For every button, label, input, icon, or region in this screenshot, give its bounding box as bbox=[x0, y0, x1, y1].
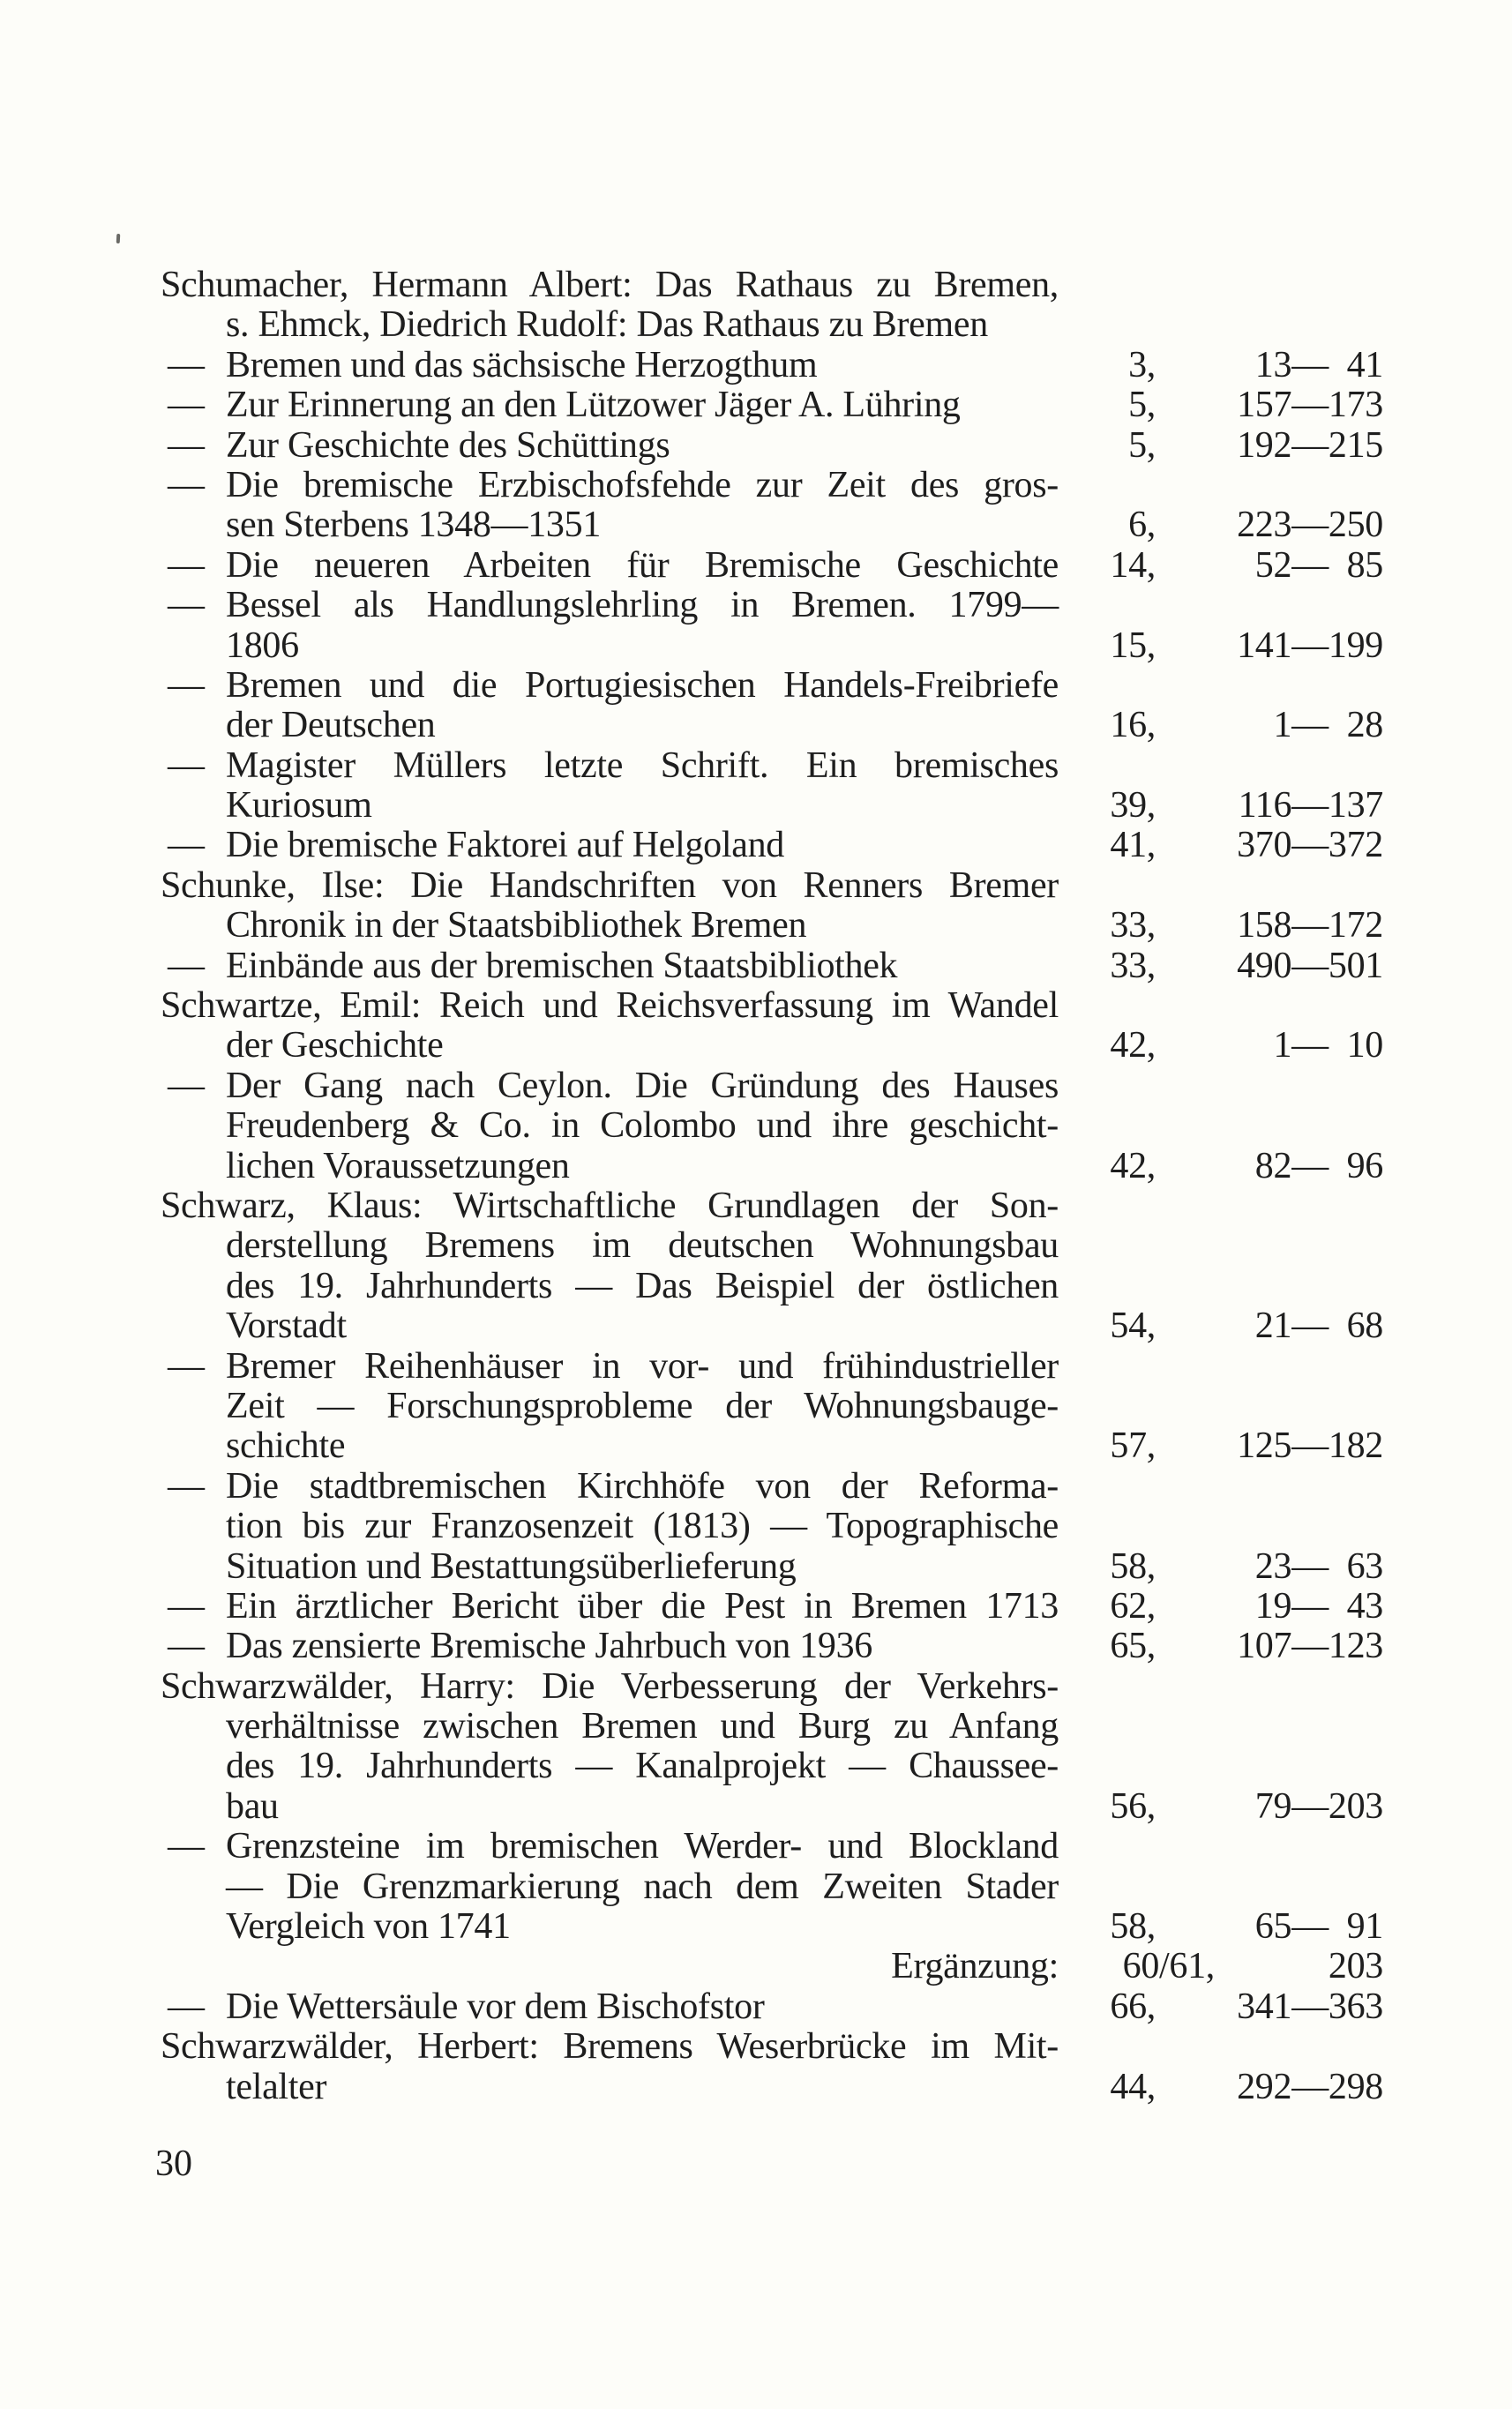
entry-text: des 19. Jahrhunderts — Das Beispiel der östlichen bbox=[226, 1265, 1059, 1306]
entry-text: Zur Erinnerung an den Lützower Jäger A. Lühring bbox=[226, 385, 961, 426]
volume-number: 33, bbox=[1110, 945, 1156, 986]
page-range: 141—199 bbox=[1237, 625, 1383, 666]
index-row bbox=[0, 266, 1512, 305]
volume-number: 14, bbox=[1110, 544, 1156, 586]
volume-number: 60/61, bbox=[1122, 1946, 1215, 1987]
volume-number: 33, bbox=[1110, 905, 1156, 946]
page-range: 79—203 bbox=[1254, 1785, 1383, 1827]
index-row bbox=[0, 586, 1512, 625]
entry-text: Die Wettersäule vor dem Bischofstor bbox=[226, 1986, 765, 2027]
entry-text: Schwarzwälder, Herbert: Bremens Weserbrücke im Mit- bbox=[161, 2026, 1059, 2068]
entry-dash-marker: — bbox=[168, 744, 205, 786]
entry-text: Ein ärztlicher Bericht über die Pest in Bremen 1713 bbox=[226, 1585, 1059, 1627]
entry-dash-marker: — bbox=[168, 1626, 205, 1667]
index-row bbox=[0, 666, 1512, 706]
page-range: 125—182 bbox=[1237, 1425, 1383, 1467]
entry-dash-marker: — bbox=[168, 1465, 205, 1507]
entry-text: Schwartze, Emil: Reich und Reichsverfassung im Wandel bbox=[161, 985, 1059, 1027]
index-row bbox=[0, 1947, 1512, 1986]
index-row bbox=[0, 1667, 1512, 1707]
index-row bbox=[0, 1347, 1512, 1387]
entry-text: Schunke, Ilse: Die Handschriften von Renners Bremer bbox=[161, 864, 1059, 906]
index-row bbox=[0, 466, 1512, 505]
volume-number: 16, bbox=[1110, 705, 1156, 746]
entry-dash-marker: — bbox=[168, 825, 205, 866]
entry-text: — Die Grenzmarkierung nach dem Zweiten Stader bbox=[226, 1866, 1059, 1907]
index-row bbox=[0, 1106, 1512, 1146]
entry-text: bau bbox=[226, 1785, 279, 1827]
entry-dash-marker: — bbox=[168, 544, 205, 586]
entry-text: Ergänzung: bbox=[891, 1946, 1059, 1987]
volume-number: 58, bbox=[1110, 1545, 1156, 1587]
page-range: 158—172 bbox=[1237, 905, 1383, 946]
volume-number: 39, bbox=[1110, 785, 1156, 827]
volume-number: 41, bbox=[1110, 825, 1156, 866]
page-range: 1— 28 bbox=[1273, 705, 1383, 746]
volume-number: 56, bbox=[1110, 1785, 1156, 1827]
page-number: 30 bbox=[155, 2143, 192, 2184]
volume-number: 6, bbox=[1128, 505, 1156, 546]
index-row bbox=[0, 1707, 1512, 1747]
entry-text: Die neueren Arbeiten für Bremische Geschichte bbox=[226, 544, 1059, 586]
volume-number: 3, bbox=[1128, 344, 1156, 385]
index-row bbox=[0, 1426, 1512, 1466]
page-range: 223—250 bbox=[1237, 505, 1383, 546]
entry-text: sen Sterbens 1348—1351 bbox=[226, 505, 602, 546]
index-row bbox=[0, 1747, 1512, 1786]
index-row bbox=[0, 1226, 1512, 1266]
entry-text: Vorstadt bbox=[226, 1305, 347, 1347]
index-row bbox=[0, 305, 1512, 345]
entry-text: der Geschichte bbox=[226, 1025, 444, 1066]
volume-number: 62, bbox=[1110, 1585, 1156, 1627]
page-range: 19— 43 bbox=[1254, 1585, 1383, 1627]
entry-text: Die bremische Erzbischofsfehde zur Zeit des gros- bbox=[226, 464, 1059, 505]
index-row bbox=[0, 505, 1512, 545]
index-row bbox=[0, 786, 1512, 826]
entry-text: verhältnisse zwischen Bremen und Burg zu Anfang bbox=[226, 1706, 1059, 1747]
page-range: 341—363 bbox=[1237, 1986, 1383, 2027]
page-range: 23— 63 bbox=[1254, 1545, 1383, 1587]
index-row bbox=[0, 866, 1512, 906]
index-row bbox=[0, 2027, 1512, 2067]
entry-text: s. Ehmck, Diedrich Rudolf: Das Rathaus zu Bremen bbox=[226, 304, 988, 346]
entry-dash-marker: — bbox=[168, 664, 205, 706]
entry-dash-marker: — bbox=[168, 945, 205, 986]
entry-text: Das zensierte Bremische Jahrbuch von 1936 bbox=[226, 1626, 872, 1667]
page-range: 21— 68 bbox=[1254, 1305, 1383, 1347]
index-row bbox=[0, 346, 1512, 385]
page-range: 107—123 bbox=[1237, 1626, 1383, 1667]
page-range: 65— 91 bbox=[1254, 1906, 1383, 1948]
entry-text: Die bremische Faktorei auf Helgoland bbox=[226, 825, 784, 866]
entry-dash-marker: — bbox=[168, 1986, 205, 2027]
index-row bbox=[0, 826, 1512, 865]
index-row bbox=[0, 426, 1512, 466]
entry-text: der Deutschen bbox=[226, 705, 436, 746]
entry-text: Schwarzwälder, Harry: Die Verbesserung der Verkehrs- bbox=[161, 1665, 1059, 1707]
entry-dash-marker: — bbox=[168, 385, 205, 426]
page-range: 203 bbox=[1328, 1946, 1383, 1987]
volume-number: 44, bbox=[1110, 2066, 1156, 2107]
index-row bbox=[0, 1186, 1512, 1226]
bibliography-index bbox=[0, 266, 1512, 2107]
entry-text: Zeit — Forschungsprobleme der Wohnungsbauge- bbox=[226, 1385, 1059, 1426]
page-range: 157—173 bbox=[1237, 385, 1383, 426]
index-row bbox=[0, 1467, 1512, 1507]
entry-text: Vergleich von 1741 bbox=[226, 1906, 511, 1948]
index-row bbox=[0, 1787, 1512, 1827]
entry-text: telalter bbox=[226, 2066, 327, 2107]
index-row bbox=[0, 1026, 1512, 1066]
index-row bbox=[0, 1507, 1512, 1546]
entry-text: tion bis zur Franzosenzeit (1813) — Topographische bbox=[226, 1506, 1059, 1547]
entry-dash-marker: — bbox=[168, 344, 205, 385]
entry-text: Schumacher, Hermann Albert: Das Rathaus zu Bremen, bbox=[161, 265, 1059, 305]
page-range: 192—215 bbox=[1237, 424, 1383, 466]
index-row bbox=[0, 1066, 1512, 1106]
volume-number: 66, bbox=[1110, 1986, 1156, 2027]
entry-text: 1806 bbox=[226, 625, 299, 666]
entry-text: Schwarz, Klaus: Wirtschaftliche Grundlagen der Son- bbox=[161, 1185, 1059, 1226]
entry-dash-marker: — bbox=[168, 424, 205, 466]
index-row bbox=[0, 906, 1512, 946]
entry-dash-marker: — bbox=[168, 585, 205, 626]
page-range: 13— 41 bbox=[1254, 344, 1383, 385]
index-row bbox=[0, 1147, 1512, 1186]
index-row bbox=[0, 1547, 1512, 1587]
entry-text: des 19. Jahrhunderts — Kanalprojekt — Chaussee- bbox=[226, 1746, 1059, 1787]
entry-text: schichte bbox=[226, 1425, 346, 1467]
entry-dash-marker: — bbox=[168, 1585, 205, 1627]
index-row bbox=[0, 1387, 1512, 1426]
index-row bbox=[0, 1907, 1512, 1947]
scan-speck bbox=[116, 234, 121, 243]
index-row bbox=[0, 2068, 1512, 2107]
volume-number: 58, bbox=[1110, 1906, 1156, 1948]
page-range: 370—372 bbox=[1237, 825, 1383, 866]
index-row bbox=[0, 1267, 1512, 1306]
page-range: 82— 96 bbox=[1254, 1145, 1383, 1186]
entry-text: Freudenberg & Co. in Colombo und ihre geschicht- bbox=[226, 1105, 1059, 1147]
entry-text: Zur Geschichte des Schüttings bbox=[226, 424, 670, 466]
index-row bbox=[0, 1587, 1512, 1627]
page-range: 52— 85 bbox=[1254, 544, 1383, 586]
entry-text: Situation und Bestattungsüberlieferung bbox=[226, 1545, 797, 1587]
volume-number: 42, bbox=[1110, 1145, 1156, 1186]
index-row bbox=[0, 1827, 1512, 1867]
entry-text: Bremen und die Portugiesischen Handels-Freibriefe bbox=[226, 664, 1059, 706]
index-row bbox=[0, 1627, 1512, 1666]
volume-number: 5, bbox=[1128, 424, 1156, 466]
index-row bbox=[0, 706, 1512, 745]
volume-number: 65, bbox=[1110, 1626, 1156, 1667]
index-row bbox=[0, 546, 1512, 586]
index-row bbox=[0, 746, 1512, 786]
volume-number: 5, bbox=[1128, 385, 1156, 426]
entry-text: Kuriosum bbox=[226, 785, 372, 827]
index-row bbox=[0, 385, 1512, 425]
entry-text: Bremen und das sächsische Herzogthum bbox=[226, 344, 818, 385]
entry-dash-marker: — bbox=[168, 464, 205, 505]
page-range: 490—501 bbox=[1237, 945, 1383, 986]
entry-dash-marker: — bbox=[168, 1826, 205, 1867]
volume-number: 15, bbox=[1110, 625, 1156, 666]
index-row bbox=[0, 626, 1512, 666]
entry-text: Bremer Reihenhäuser in vor- und frühindustrieller bbox=[226, 1345, 1059, 1387]
index-row bbox=[0, 1867, 1512, 1907]
volume-number: 42, bbox=[1110, 1025, 1156, 1066]
entry-text: Chronik in der Staatsbibliothek Bremen bbox=[226, 905, 807, 946]
entry-text: Bessel als Handlungslehrling in Bremen. 1799— bbox=[226, 585, 1059, 626]
entry-text: Die stadtbremischen Kirchhöfe von der Reforma- bbox=[226, 1465, 1059, 1507]
page-range: 1— 10 bbox=[1273, 1025, 1383, 1066]
index-row bbox=[0, 986, 1512, 1026]
entry-dash-marker: — bbox=[168, 1065, 205, 1106]
entry-text: lichen Voraussetzungen bbox=[226, 1145, 570, 1186]
index-row bbox=[0, 1987, 1512, 2027]
entry-text: Der Gang nach Ceylon. Die Gründung des Hauses bbox=[226, 1065, 1059, 1106]
index-row bbox=[0, 946, 1512, 986]
entry-text: Magister Müllers letzte Schrift. Ein bremisches bbox=[226, 744, 1059, 786]
entry-text: Einbände aus der bremischen Staatsbibliothek bbox=[226, 945, 898, 986]
entry-text: derstellung Bremens im deutschen Wohnungsbau bbox=[226, 1225, 1059, 1267]
page-range: 116—137 bbox=[1238, 785, 1383, 827]
index-row bbox=[0, 1306, 1512, 1346]
entry-text: Grenzsteine im bremischen Werder- und Blockland bbox=[226, 1826, 1059, 1867]
entry-dash-marker: — bbox=[168, 1345, 205, 1387]
volume-number: 54, bbox=[1110, 1305, 1156, 1347]
volume-number: 57, bbox=[1110, 1425, 1156, 1467]
page-range: 292—298 bbox=[1237, 2066, 1383, 2107]
